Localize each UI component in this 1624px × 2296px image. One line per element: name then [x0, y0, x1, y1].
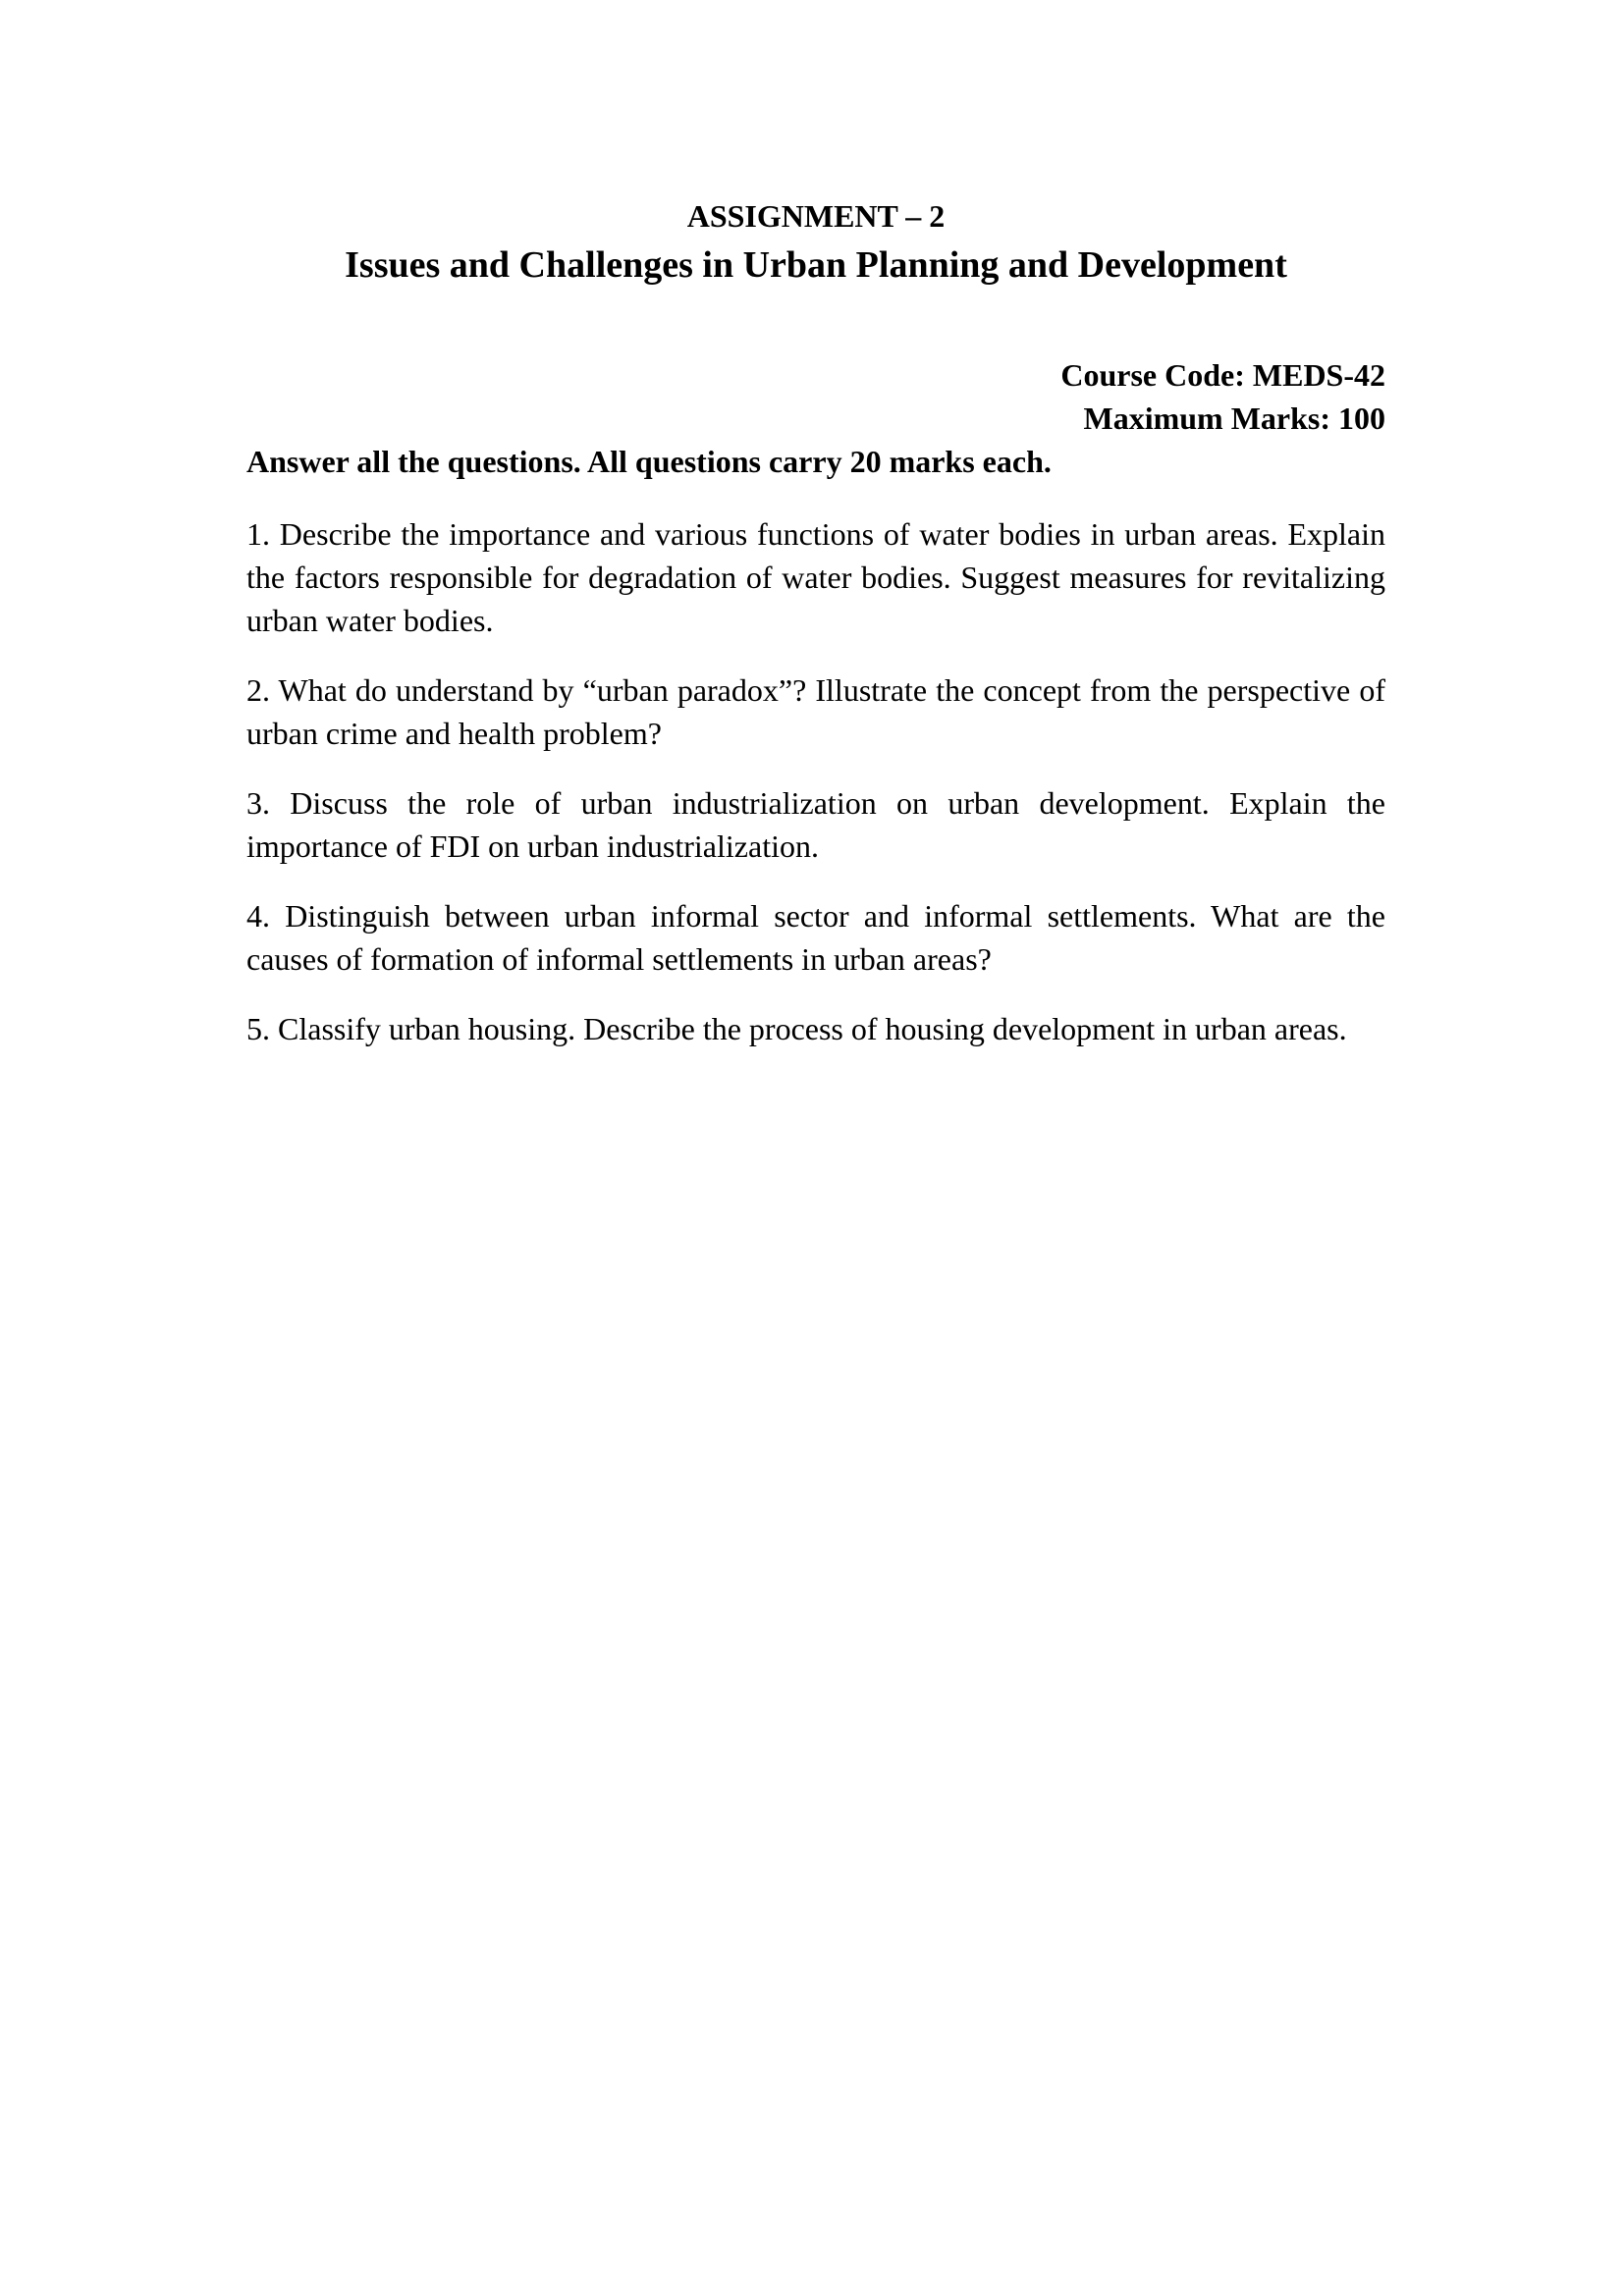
document-page	[246, 192, 1385, 1077]
question-list	[246, 512, 1385, 1050]
assignment-heading: ASSIGNMENT – 2	[686, 198, 946, 234]
question-3: 3. Discuss the role of urban industrialization on urban development. Explain the importance of FDI on urban industrialization.	[246, 785, 1385, 864]
question-4: 4. Distinguish between urban informal sector and informal settlements. What are the causes of formation of informal settlements in urban areas?	[246, 898, 1385, 977]
course-code: Course Code: MEDS-42	[1060, 357, 1385, 393]
course-meta	[246, 353, 1385, 440]
instructions: Answer all the questions. All questions carry 20 marks each.	[246, 444, 1052, 479]
maximum-marks: Maximum Marks: 100	[1083, 400, 1385, 436]
question-2: 2. What do understand by “urban paradox”? Illustrate the concept from the perspective of urban crime and health problem?	[246, 672, 1385, 751]
question-5: 5. Classify urban housing. Describe the process of housing development in urban areas.	[246, 1011, 1347, 1046]
document-title: Issues and Challenges in Urban Planning and Development	[345, 244, 1287, 286]
question-1: 1. Describe the importance and various functions of water bodies in urban areas. Explain the factors responsible for degradation of water bodies. Suggest measures for revitalizing urban water bodies.	[246, 516, 1385, 638]
